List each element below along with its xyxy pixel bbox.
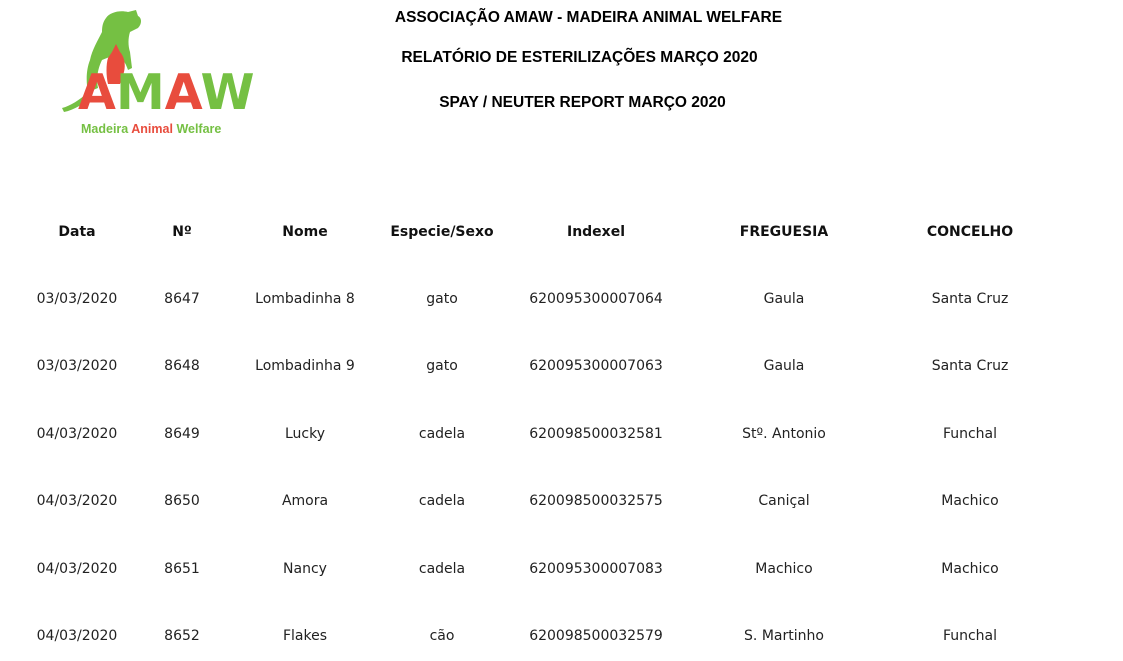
- amaw-logo: [58, 8, 255, 140]
- table-cell-parish: Caniçal: [758, 493, 810, 509]
- table-cell-date: 04/03/2020: [36, 426, 118, 442]
- table-cell-number: 8649: [164, 426, 200, 442]
- column-header-parish: FREGUESIA: [739, 224, 829, 240]
- table-cell-name: Flakes: [282, 628, 328, 644]
- table-cell-municipality: Funchal: [942, 426, 998, 442]
- table-cell-date: 03/03/2020: [36, 291, 118, 307]
- table-cell-parish: Gaula: [763, 358, 805, 374]
- table-cell-number: 8652: [164, 628, 200, 644]
- column-header-date: Data: [58, 224, 96, 240]
- table-cell-species-sex: cadela: [418, 493, 466, 509]
- table-cell-municipality: Machico: [941, 493, 999, 509]
- table-cell-date: 04/03/2020: [36, 493, 118, 509]
- table-cell-parish: S. Martinho: [744, 628, 824, 644]
- table-cell-species-sex: cadela: [418, 561, 466, 577]
- column-header-municipality: CONCELHO: [926, 224, 1014, 240]
- table-cell-date: 04/03/2020: [36, 561, 118, 577]
- table-cell-number: 8648: [164, 358, 200, 374]
- table-cell-indexel: 620095300007064: [529, 291, 663, 307]
- logo-subtitle: Madeira Animal Welfare: [81, 122, 222, 136]
- table-cell-indexel: 620098500032575: [529, 493, 663, 509]
- report-title-en: SPAY / NEUTER REPORT MARÇO 2020: [439, 94, 726, 111]
- table-cell-parish: Gaula: [763, 291, 805, 307]
- table-cell-species-sex: gato: [426, 358, 458, 374]
- table-cell-parish: Stº. Antonio: [742, 426, 826, 442]
- table-cell-date: 04/03/2020: [36, 628, 118, 644]
- table-cell-name: Amora: [281, 493, 329, 509]
- logo-wordmark: AMAW: [78, 64, 255, 121]
- table-cell-number: 8651: [164, 561, 200, 577]
- column-header-number: Nº: [172, 224, 192, 240]
- report-title-pt: RELATÓRIO DE ESTERILIZAÇÕES MARÇO 2020: [401, 49, 758, 66]
- table-cell-name: Lucky: [284, 426, 326, 442]
- report-organization-title: ASSOCIAÇÃO AMAW - MADEIRA ANIMAL WELFARE: [394, 9, 783, 26]
- column-header-species-sex: Especie/Sexo: [390, 224, 494, 240]
- table-cell-name: Nancy: [283, 561, 327, 577]
- table-cell-species-sex: cão: [429, 628, 455, 644]
- table-cell-parish: Machico: [755, 561, 813, 577]
- table-cell-indexel: 620098500032579: [529, 628, 663, 644]
- column-header-indexel: Indexel: [566, 224, 626, 240]
- column-header-name: Nome: [282, 224, 328, 240]
- table-cell-indexel: 620095300007083: [529, 561, 663, 577]
- table-cell-species-sex: cadela: [418, 426, 466, 442]
- table-cell-species-sex: gato: [426, 291, 458, 307]
- table-cell-name: Lombadinha 8: [255, 291, 355, 307]
- table-cell-municipality: Funchal: [942, 628, 998, 644]
- table-cell-municipality: Machico: [941, 561, 999, 577]
- table-cell-indexel: 620095300007063: [529, 358, 663, 374]
- table-cell-municipality: Santa Cruz: [931, 291, 1009, 307]
- table-cell-indexel: 620098500032581: [529, 426, 663, 442]
- table-cell-number: 8647: [164, 291, 200, 307]
- table-cell-number: 8650: [164, 493, 200, 509]
- table-cell-municipality: Santa Cruz: [931, 358, 1009, 374]
- table-cell-date: 03/03/2020: [36, 358, 118, 374]
- table-cell-name: Lombadinha 9: [255, 358, 355, 374]
